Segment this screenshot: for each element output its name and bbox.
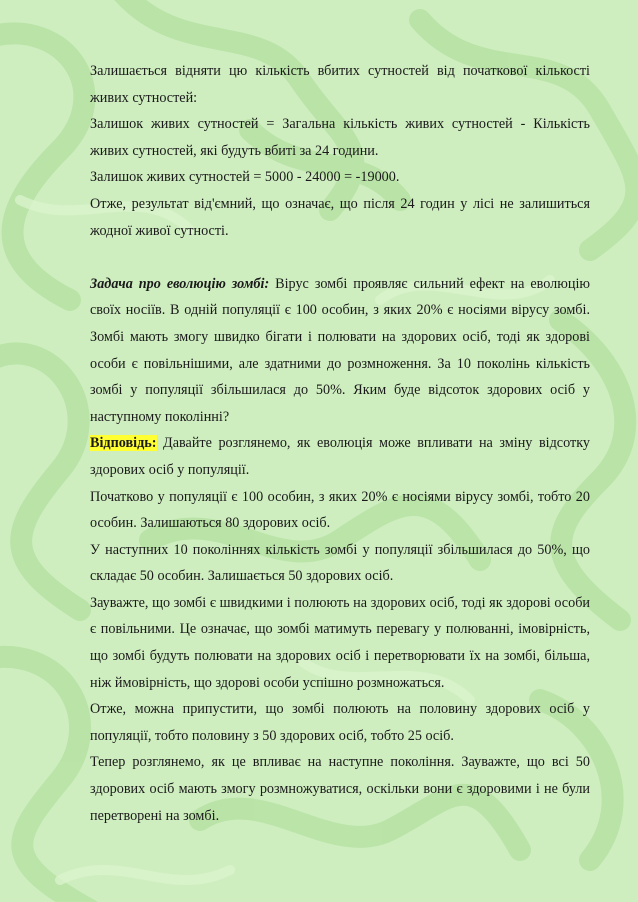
- paragraph-conclusion-forest: Отже, результат від'ємний, що означає, що після 24 годин у лісі не залишиться жодної живої сутності.: [90, 195, 590, 239]
- task-paragraph: [90, 271, 590, 431]
- paragraph-hunt-half: Отже, можна припустити, що зомбі полюють на половину здорових осіб у популяції, тобто половину з 50 здорових осіб, тобто 25 осіб.: [90, 701, 590, 744]
- paragraph-initial-population: Початково у популяції є 100 особин, з яких 20% є носіями вірусу зомбі, тобто 20 особин. Залишаються 80 здорових осіб.: [90, 488, 590, 532]
- paragraph-ten-generations: У наступних 10 поколіннях кількість зомбі у популяції збільшилася до 50%, що складає 50 особин. Залишається 50 здорових осіб.: [90, 541, 590, 585]
- paragraph-remaining-calculation: Залишок живих сутностей = 5000 - 24000 = -19000.: [90, 169, 400, 186]
- answer-text: Давайте розглянемо, як еволюція може впливати на зміну відсотку здорових осіб у популяції.: [90, 435, 590, 478]
- blank-line: [90, 244, 590, 271]
- paragraph-remaining-formula: Залишок живих сутностей = Загальна кількість живих сутностей - Кількість живих сутностей, які будуть вбиті за 24 години.: [90, 116, 590, 159]
- answer-label: Відповідь:: [90, 435, 157, 452]
- answer-paragraph: [90, 430, 590, 483]
- task-title: Задача про еволюцію зомбі:: [90, 275, 270, 292]
- paragraph-next-generation: Тепер розглянемо, як це впливає на наступне покоління. Зауважте, що всі 50 здорових осіб мають змогу розмножуватися, оскільки вони є здоровими і не були перетворені на зомбі.: [90, 754, 590, 824]
- paragraph-subtract-remaining: Залишається відняти цю кількість вбитих сутностей від початкової кількості живих сутностей:: [90, 63, 590, 106]
- paragraph-zombie-advantage: Зауважте, що зомбі є швидкими і полюють на здорових осіб, тоді як здорові особи є повільними. Це означає, що зомбі матимуть перевагу у полюванні, імовірність, що зомбі будуть полювати на здорових осіб і перетворювати їх на зомбі, більша, ніж ймовірність, що здорові особи успішно розмножаться.: [90, 594, 590, 691]
- task-text: Вірус зомбі проявляє сильний ефект на еволюцію своїх носіїв. В одній популяції є 100 особин, з яких 20% є носіями вірусу зомбі. Зомбі мають змогу швидко бігати і полювати на здорових осіб, тоді як здорові особи є повільнішими, але здатними до розмноження. За 10 поколінь кількість зомбі у популяції збільшилася до 50%. Яким буде відсоток здорових осіб у наступному поколінні?: [90, 275, 590, 425]
- document-page: [90, 58, 590, 829]
